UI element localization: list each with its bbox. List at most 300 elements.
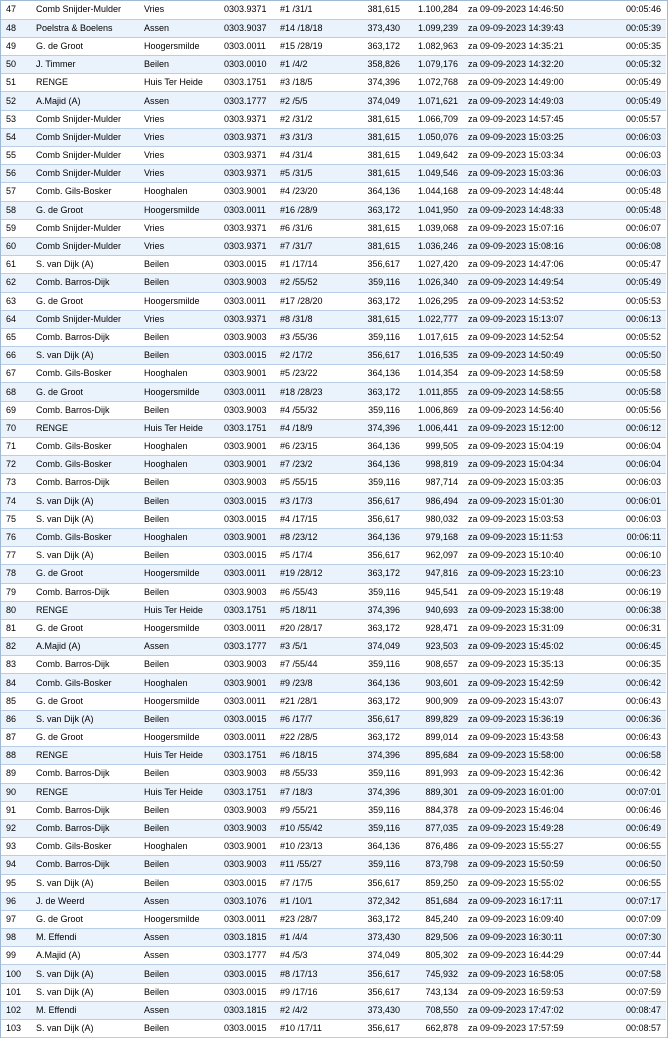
duration-cell: 00:06:23 [598,565,666,583]
table-row [1,328,666,346]
arrival-cell: za 09-09-2023 15:35:13 [463,656,598,674]
duration-cell: 00:08:47 [598,1001,666,1019]
speed-cell: 1.041,950 [405,201,463,219]
speed-cell: 1.049,546 [405,165,463,183]
entry-cell: #21 /28/1 [275,692,355,710]
table-row [1,783,666,801]
entry-cell: #5 /31/5 [275,165,355,183]
rank-cell: 87 [1,729,31,747]
table-row [1,801,666,819]
distance-cell: 358,826 [355,56,405,74]
duration-cell: 00:06:04 [598,438,666,456]
member-id-cell: 0303.9003 [219,328,275,346]
entry-cell: #9 /17/16 [275,983,355,1001]
member-id-cell: 0303.1815 [219,1001,275,1019]
speed-cell: 998,819 [405,456,463,474]
name-cell: G. de Groot [31,692,139,710]
name-cell: S. van Dijk (A) [31,347,139,365]
table-row [1,237,666,255]
duration-cell: 00:06:03 [598,510,666,528]
table-row [1,1020,666,1038]
name-cell: Comb Snijder-Mulder [31,219,139,237]
duration-cell: 00:06:58 [598,747,666,765]
distance-cell: 381,615 [355,128,405,146]
distance-cell: 356,617 [355,1020,405,1038]
entry-cell: #2 /55/52 [275,274,355,292]
duration-cell: 00:05:47 [598,256,666,274]
distance-cell: 356,617 [355,874,405,892]
distance-cell: 381,615 [355,310,405,328]
speed-cell: 708,550 [405,1001,463,1019]
rank-cell: 98 [1,929,31,947]
name-cell: Comb Snijder-Mulder [31,147,139,165]
name-cell: Comb. Gils-Bosker [31,438,139,456]
speed-cell: 884,378 [405,801,463,819]
distance-cell: 381,615 [355,1,405,19]
distance-cell: 363,172 [355,619,405,637]
table-row [1,656,666,674]
distance-cell: 359,116 [355,801,405,819]
member-id-cell: 0303.9001 [219,438,275,456]
rank-cell: 82 [1,638,31,656]
speed-cell: 891,993 [405,765,463,783]
rank-cell: 96 [1,892,31,910]
duration-cell: 00:06:49 [598,819,666,837]
place-cell: Hoogersmilde [139,383,219,401]
arrival-cell: za 09-09-2023 16:09:40 [463,910,598,928]
speed-cell: 945,541 [405,583,463,601]
duration-cell: 00:06:42 [598,674,666,692]
entry-cell: #10 /55/42 [275,819,355,837]
member-id-cell: 0303.9001 [219,365,275,383]
distance-cell: 364,136 [355,365,405,383]
speed-cell: 876,486 [405,838,463,856]
arrival-cell: za 09-09-2023 15:03:35 [463,474,598,492]
arrival-cell: za 09-09-2023 14:35:21 [463,37,598,55]
member-id-cell: 0303.9001 [219,838,275,856]
speed-cell: 987,714 [405,474,463,492]
table-row [1,874,666,892]
results-table [1,1,666,1038]
distance-cell: 356,617 [355,492,405,510]
place-cell: Beilen [139,1020,219,1038]
entry-cell: #11 /55/27 [275,856,355,874]
rank-cell: 95 [1,874,31,892]
place-cell: Assen [139,1001,219,1019]
distance-cell: 363,172 [355,692,405,710]
place-cell: Assen [139,638,219,656]
table-row [1,110,666,128]
results-table-body [1,1,666,1038]
entry-cell: #6 /23/15 [275,438,355,456]
arrival-cell: za 09-09-2023 16:59:53 [463,983,598,1001]
place-cell: Hooghalen [139,456,219,474]
table-row [1,583,666,601]
name-cell: RENGE [31,747,139,765]
name-cell: RENGE [31,783,139,801]
speed-cell: 979,168 [405,528,463,546]
speed-cell: 1.036,246 [405,237,463,255]
speed-cell: 851,684 [405,892,463,910]
member-id-cell: 0303.1777 [219,92,275,110]
duration-cell: 00:05:32 [598,56,666,74]
arrival-cell: za 09-09-2023 15:04:34 [463,456,598,474]
entry-cell: #2 /17/2 [275,347,355,365]
distance-cell: 381,615 [355,219,405,237]
member-id-cell: 0303.0015 [219,983,275,1001]
entry-cell: #10 /23/13 [275,838,355,856]
arrival-cell: za 09-09-2023 14:58:59 [463,365,598,383]
duration-cell: 00:05:35 [598,37,666,55]
entry-cell: #1 /10/1 [275,892,355,910]
speed-cell: 895,684 [405,747,463,765]
entry-cell: #4 /55/32 [275,401,355,419]
name-cell: Poelstra & Boelens [31,19,139,37]
table-row [1,456,666,474]
entry-cell: #8 /31/8 [275,310,355,328]
rank-cell: 69 [1,401,31,419]
member-id-cell: 0303.0011 [219,37,275,55]
speed-cell: 923,503 [405,638,463,656]
member-id-cell: 0303.9371 [219,219,275,237]
entry-cell: #8 /23/12 [275,528,355,546]
speed-cell: 845,240 [405,910,463,928]
rank-cell: 84 [1,674,31,692]
duration-cell: 00:06:31 [598,619,666,637]
name-cell: S. van Dijk (A) [31,492,139,510]
speed-cell: 1.071,621 [405,92,463,110]
entry-cell: #5 /55/15 [275,474,355,492]
entry-cell: #7 /31/7 [275,237,355,255]
name-cell: G. de Groot [31,37,139,55]
rank-cell: 50 [1,56,31,74]
duration-cell: 00:06:55 [598,874,666,892]
member-id-cell: 0303.9037 [219,19,275,37]
speed-cell: 1.100,284 [405,1,463,19]
entry-cell: #8 /17/13 [275,965,355,983]
table-row [1,965,666,983]
rank-cell: 58 [1,201,31,219]
rank-cell: 88 [1,747,31,765]
member-id-cell: 0303.1777 [219,947,275,965]
arrival-cell: za 09-09-2023 15:43:58 [463,729,598,747]
name-cell: Comb. Gils-Bosker [31,183,139,201]
name-cell: Comb. Gils-Bosker [31,456,139,474]
member-id-cell: 0303.0011 [219,292,275,310]
arrival-cell: za 09-09-2023 15:55:27 [463,838,598,856]
table-row [1,474,666,492]
duration-cell: 00:07:58 [598,965,666,983]
speed-cell: 908,657 [405,656,463,674]
place-cell: Beilen [139,474,219,492]
table-row [1,183,666,201]
duration-cell: 00:06:11 [598,528,666,546]
arrival-cell: za 09-09-2023 15:08:16 [463,237,598,255]
distance-cell: 374,396 [355,419,405,437]
rank-cell: 51 [1,74,31,92]
entry-cell: #7 /17/5 [275,874,355,892]
table-row [1,292,666,310]
member-id-cell: 0303.1815 [219,929,275,947]
member-id-cell: 0303.9003 [219,274,275,292]
duration-cell: 00:08:57 [598,1020,666,1038]
table-row [1,983,666,1001]
member-id-cell: 0303.0011 [219,910,275,928]
rank-cell: 72 [1,456,31,474]
distance-cell: 363,172 [355,565,405,583]
arrival-cell: za 09-09-2023 14:53:52 [463,292,598,310]
speed-cell: 999,505 [405,438,463,456]
speed-cell: 859,250 [405,874,463,892]
speed-cell: 928,471 [405,619,463,637]
speed-cell: 1.082,963 [405,37,463,55]
entry-cell: #16 /28/9 [275,201,355,219]
arrival-cell: za 09-09-2023 15:12:00 [463,419,598,437]
distance-cell: 364,136 [355,674,405,692]
speed-cell: 662,878 [405,1020,463,1038]
distance-cell: 359,116 [355,856,405,874]
duration-cell: 00:06:46 [598,801,666,819]
member-id-cell: 0303.9371 [219,147,275,165]
rank-cell: 79 [1,583,31,601]
entry-cell: #5 /23/22 [275,365,355,383]
name-cell: Comb. Barros-Dijk [31,801,139,819]
arrival-cell: za 09-09-2023 14:49:00 [463,74,598,92]
name-cell: J. Timmer [31,56,139,74]
member-id-cell: 0303.0011 [219,201,275,219]
arrival-cell: za 09-09-2023 15:03:53 [463,510,598,528]
table-row [1,165,666,183]
entry-cell: #2 /5/5 [275,92,355,110]
place-cell: Hoogersmilde [139,692,219,710]
duration-cell: 00:07:44 [598,947,666,965]
table-row [1,674,666,692]
entry-cell: #3 /5/1 [275,638,355,656]
place-cell: Beilen [139,856,219,874]
arrival-cell: za 09-09-2023 15:03:25 [463,128,598,146]
distance-cell: 374,049 [355,638,405,656]
member-id-cell: 0303.9003 [219,656,275,674]
speed-cell: 889,301 [405,783,463,801]
distance-cell: 363,172 [355,910,405,928]
table-row [1,219,666,237]
name-cell: A.Majid (A) [31,638,139,656]
name-cell: M. Effendi [31,929,139,947]
rank-cell: 54 [1,128,31,146]
name-cell: Comb. Gils-Bosker [31,365,139,383]
name-cell: S. van Dijk (A) [31,965,139,983]
duration-cell: 00:06:42 [598,765,666,783]
name-cell: J. de Weerd [31,892,139,910]
arrival-cell: za 09-09-2023 14:39:43 [463,19,598,37]
arrival-cell: za 09-09-2023 14:57:45 [463,110,598,128]
member-id-cell: 0303.0015 [219,874,275,892]
duration-cell: 00:06:36 [598,710,666,728]
rank-cell: 85 [1,692,31,710]
name-cell: Comb Snijder-Mulder [31,165,139,183]
table-row [1,892,666,910]
table-row [1,565,666,583]
arrival-cell: za 09-09-2023 15:13:07 [463,310,598,328]
place-cell: Beilen [139,765,219,783]
name-cell: Comb. Gils-Bosker [31,528,139,546]
arrival-cell: za 09-09-2023 14:46:50 [463,1,598,19]
rank-cell: 75 [1,510,31,528]
place-cell: Beilen [139,874,219,892]
member-id-cell: 0303.0015 [219,492,275,510]
rank-cell: 52 [1,92,31,110]
place-cell: Hoogersmilde [139,201,219,219]
rank-cell: 81 [1,619,31,637]
table-row [1,1,666,19]
place-cell: Vries [139,110,219,128]
name-cell: A.Majid (A) [31,92,139,110]
entry-cell: #6 /55/43 [275,583,355,601]
table-row [1,1001,666,1019]
place-cell: Hoogersmilde [139,37,219,55]
speed-cell: 829,506 [405,929,463,947]
place-cell: Vries [139,237,219,255]
arrival-cell: za 09-09-2023 17:57:59 [463,1020,598,1038]
speed-cell: 1.079,176 [405,56,463,74]
arrival-cell: za 09-09-2023 14:56:40 [463,401,598,419]
entry-cell: #1 /4/2 [275,56,355,74]
arrival-cell: za 09-09-2023 15:36:19 [463,710,598,728]
distance-cell: 364,136 [355,456,405,474]
place-cell: Assen [139,892,219,910]
name-cell: S. van Dijk (A) [31,874,139,892]
name-cell: Comb. Barros-Dijk [31,401,139,419]
entry-cell: #4 /17/15 [275,510,355,528]
rank-cell: 90 [1,783,31,801]
speed-cell: 1.022,777 [405,310,463,328]
place-cell: Beilen [139,56,219,74]
distance-cell: 356,617 [355,965,405,983]
entry-cell: #3 /17/3 [275,492,355,510]
rank-cell: 66 [1,347,31,365]
table-row [1,510,666,528]
name-cell: RENGE [31,601,139,619]
speed-cell: 805,302 [405,947,463,965]
distance-cell: 363,172 [355,201,405,219]
entry-cell: #18 /28/23 [275,383,355,401]
member-id-cell: 0303.1751 [219,601,275,619]
member-id-cell: 0303.9371 [219,1,275,19]
table-row [1,710,666,728]
entry-cell: #5 /18/11 [275,601,355,619]
arrival-cell: za 09-09-2023 15:31:09 [463,619,598,637]
duration-cell: 00:05:58 [598,365,666,383]
name-cell: RENGE [31,74,139,92]
duration-cell: 00:05:48 [598,201,666,219]
member-id-cell: 0303.0015 [219,347,275,365]
member-id-cell: 0303.9001 [219,183,275,201]
speed-cell: 1.039,068 [405,219,463,237]
name-cell: RENGE [31,419,139,437]
rank-cell: 67 [1,365,31,383]
arrival-cell: za 09-09-2023 16:17:11 [463,892,598,910]
place-cell: Hoogersmilde [139,729,219,747]
speed-cell: 947,816 [405,565,463,583]
place-cell: Huis Ter Heide [139,601,219,619]
entry-cell: #20 /28/17 [275,619,355,637]
member-id-cell: 0303.9003 [219,801,275,819]
distance-cell: 359,116 [355,274,405,292]
duration-cell: 00:07:01 [598,783,666,801]
arrival-cell: za 09-09-2023 15:42:59 [463,674,598,692]
place-cell: Beilen [139,656,219,674]
table-row [1,492,666,510]
name-cell: Comb. Barros-Dijk [31,583,139,601]
place-cell: Beilen [139,583,219,601]
duration-cell: 00:06:43 [598,692,666,710]
distance-cell: 364,136 [355,183,405,201]
name-cell: G. de Groot [31,383,139,401]
duration-cell: 00:06:03 [598,128,666,146]
arrival-cell: za 09-09-2023 17:47:02 [463,1001,598,1019]
distance-cell: 373,430 [355,1001,405,1019]
duration-cell: 00:05:58 [598,383,666,401]
arrival-cell: za 09-09-2023 15:19:48 [463,583,598,601]
member-id-cell: 0303.9003 [219,583,275,601]
entry-cell: #4 /23/20 [275,183,355,201]
place-cell: Beilen [139,801,219,819]
entry-cell: #3 /18/5 [275,74,355,92]
name-cell: Comb. Barros-Dijk [31,819,139,837]
arrival-cell: za 09-09-2023 15:23:10 [463,565,598,583]
name-cell: Comb. Barros-Dijk [31,328,139,346]
place-cell: Huis Ter Heide [139,419,219,437]
table-row [1,765,666,783]
duration-cell: 00:06:13 [598,310,666,328]
rank-cell: 55 [1,147,31,165]
duration-cell: 00:05:57 [598,110,666,128]
rank-cell: 91 [1,801,31,819]
arrival-cell: za 09-09-2023 14:49:03 [463,92,598,110]
arrival-cell: za 09-09-2023 15:11:53 [463,528,598,546]
member-id-cell: 0303.1076 [219,892,275,910]
arrival-cell: za 09-09-2023 15:01:30 [463,492,598,510]
member-id-cell: 0303.0011 [219,619,275,637]
table-row [1,74,666,92]
member-id-cell: 0303.0011 [219,729,275,747]
member-id-cell: 0303.1751 [219,419,275,437]
duration-cell: 00:07:30 [598,929,666,947]
distance-cell: 374,049 [355,92,405,110]
name-cell: Comb Snijder-Mulder [31,128,139,146]
entry-cell: #8 /55/33 [275,765,355,783]
duration-cell: 00:06:01 [598,492,666,510]
place-cell: Beilen [139,547,219,565]
rank-cell: 65 [1,328,31,346]
name-cell: Comb. Barros-Dijk [31,274,139,292]
rank-cell: 59 [1,219,31,237]
rank-cell: 89 [1,765,31,783]
table-row [1,729,666,747]
name-cell: Comb. Barros-Dijk [31,656,139,674]
member-id-cell: 0303.0015 [219,1020,275,1038]
entry-cell: #23 /28/7 [275,910,355,928]
speed-cell: 900,909 [405,692,463,710]
table-row [1,438,666,456]
member-id-cell: 0303.9003 [219,765,275,783]
rank-cell: 103 [1,1020,31,1038]
arrival-cell: za 09-09-2023 14:49:54 [463,274,598,292]
entry-cell: #3 /55/36 [275,328,355,346]
rank-cell: 73 [1,474,31,492]
arrival-cell: za 09-09-2023 15:03:34 [463,147,598,165]
table-row [1,128,666,146]
